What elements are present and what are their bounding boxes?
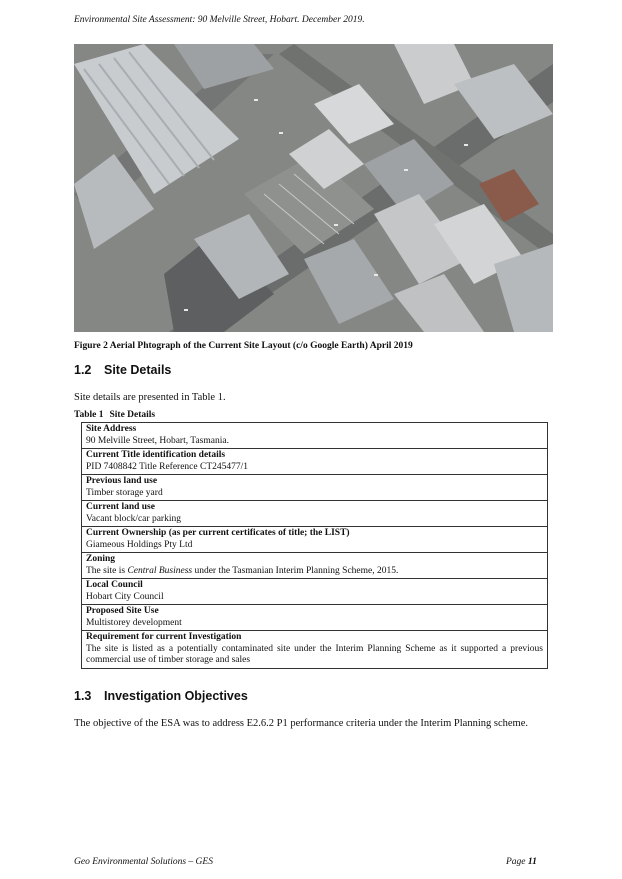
table-row [82, 579, 548, 605]
page-number: 11 [527, 857, 537, 867]
row-heading: Current Ownership (as per current certificates of title; the LIST) [86, 528, 350, 538]
site-details-table [81, 422, 548, 669]
table-label: Table 1 [74, 410, 104, 420]
table-title: Site Details [109, 410, 156, 420]
objectives-paragraph: The objective of the ESA was to address E2.6.2 P1 performance criteria under the Interim Planning scheme. [74, 718, 528, 729]
table-row [82, 631, 548, 669]
row-heading: Requirement for current Investigation [86, 632, 242, 642]
row-value: 90 Melville Street, Hobart, Tasmania. [86, 435, 229, 446]
table-caption [74, 410, 155, 420]
section-heading-site-details [74, 363, 171, 377]
table-row [82, 605, 548, 631]
aerial-photograph [74, 44, 553, 332]
aerial-photo-image [74, 44, 553, 332]
zoning-text-post: under the Tasmanian Interim Planning Scheme, 2015. [192, 565, 399, 576]
zoning-text-pre: The site is [86, 565, 128, 576]
table-row [82, 423, 548, 449]
page-label: Page [506, 857, 526, 867]
section-number: 1.3 [74, 689, 92, 703]
row-heading: Previous land use [86, 476, 158, 486]
footer-company: Geo Environmental Solutions – GES [74, 857, 213, 867]
row-heading: Current Title identification details [86, 450, 226, 460]
table-row [82, 527, 548, 553]
table-row [82, 475, 548, 501]
section-number: 1.2 [74, 363, 92, 377]
row-value: Vacant block/car parking [86, 513, 181, 524]
section-title: Investigation Objectives [104, 689, 248, 703]
zoning-name: Central Business [127, 565, 193, 576]
row-heading: Local Council [86, 580, 143, 590]
row-value: The site is listed as a potentially contaminated site under the Interim Planning Scheme as it supported a previous commercial use of timber storage and sales [86, 643, 543, 665]
row-heading: Current land use [86, 502, 155, 512]
page-header: Environmental Site Assessment: 90 Melville Street, Hobart. December 2019. [74, 15, 365, 25]
row-value: Hobart City Council [86, 591, 164, 602]
row-heading: Zoning [86, 554, 116, 564]
figure-caption: Figure 2 Aerial Phtograph of the Current Site Layout (c/o Google Earth) April 2019 [74, 341, 413, 351]
table-row [82, 553, 548, 579]
row-value: Timber storage yard [86, 487, 163, 498]
footer-page [506, 857, 537, 867]
section-heading-objectives [74, 689, 248, 703]
row-value: Multistorey development [86, 617, 182, 628]
table-row [82, 501, 548, 527]
table-row [82, 449, 548, 475]
row-value: PID 7408842 Title Reference CT245477/1 [86, 461, 249, 472]
row-heading: Site Address [86, 424, 137, 434]
section-title: Site Details [104, 363, 172, 377]
row-heading: Proposed Site Use [86, 606, 159, 616]
row-value [86, 566, 543, 578]
site-details-intro: Site details are presented in Table 1. [74, 392, 226, 403]
row-value: Giameous Holdings Pty Ltd [86, 539, 193, 550]
